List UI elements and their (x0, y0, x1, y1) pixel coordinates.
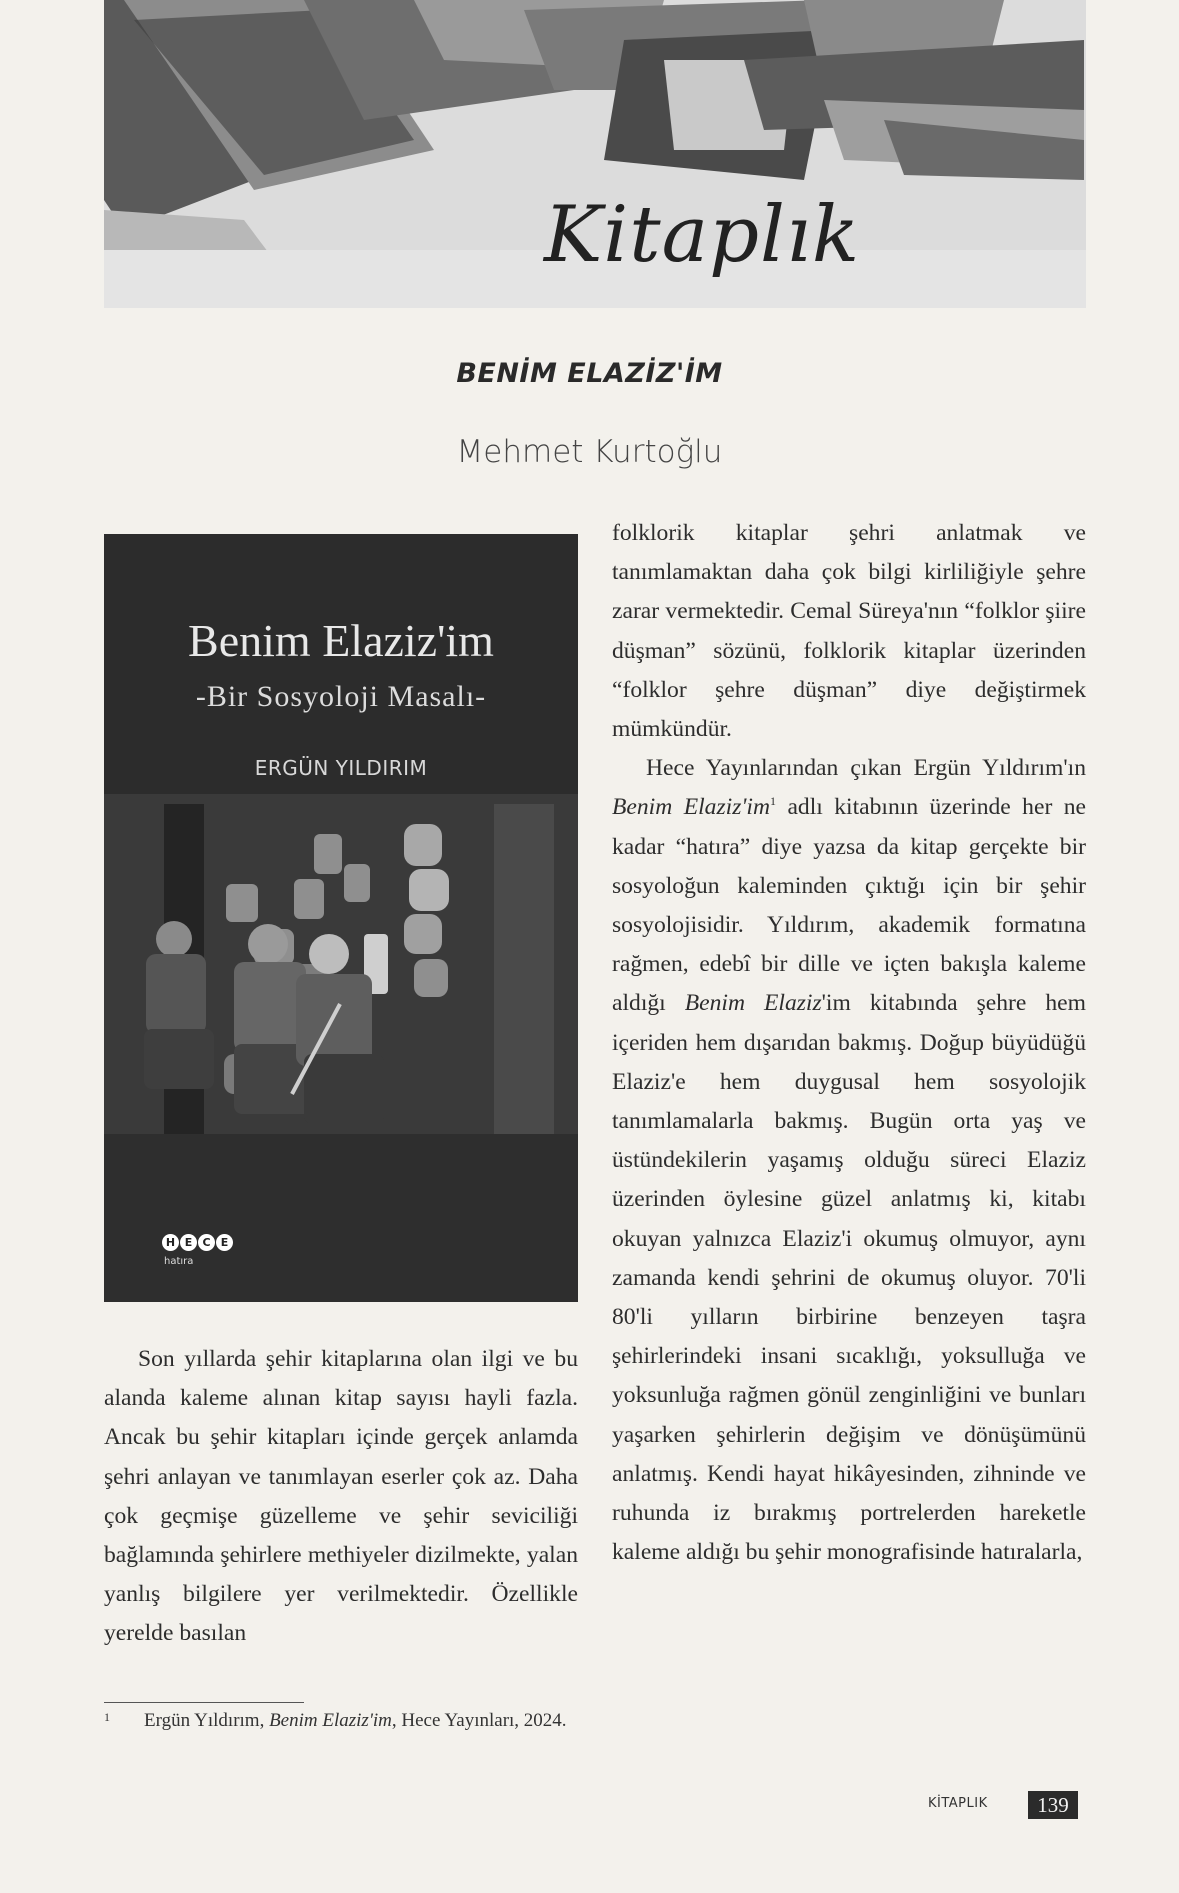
header-banner (104, 0, 1086, 308)
right-column (612, 514, 1086, 1572)
footnote-text: , Hece Yayınları, 2024. (391, 1710, 567, 1731)
article-title: BENİM ELAZİZ'İM (456, 358, 723, 389)
body-paragraph (612, 749, 1086, 1572)
footnote-book-title: Benim Elaziz'im (269, 1710, 392, 1731)
footnote-number: 1 (104, 1710, 110, 1724)
page-number: 139 (1028, 1791, 1078, 1819)
publisher-letter: E (216, 1234, 233, 1251)
body-paragraph: Son yıllarda şehir kitaplarına olan ilgi ve bu alanda kaleme alınan kitap sayısı hayli fazla. Ancak bu şehir kitapları içinde gerçek anlamda şehri anlayan ve tanımlayan eserler çok az. Daha çok geçmişe güzelleme ve şehir seviciliği bağlamında şehirlere methiyeler dizilmekte, yalan yanlış bilgilere yer verilmektedir. Özellikle yerelde basılan (104, 1346, 578, 1647)
footnote-reference[interactable]: 1 (770, 794, 777, 809)
cover-title: Benim Elaziz'im (188, 615, 494, 666)
article-author: Mehmet Kurtoğlu (456, 434, 723, 470)
left-column (104, 1340, 578, 1654)
book-title-italic: Benim Elaziz (684, 990, 822, 1017)
text-run: adlı kitabının üzerinde her ne kadar “hatıra” diye yazsa da kitap gerçekte bir sosyoloğun kaleminden çıktığı için bir şehir sosyolojisidir. Yıldırım, akademik formatına rağmen, edebî bir dille ve içten bakışla kaleme aldığı (612, 794, 1087, 1017)
publisher-series: hatıra (164, 1256, 194, 1267)
footnote (104, 1710, 1004, 1732)
cover-subtitle: -Bir Sosyoloji Masalı- (195, 680, 487, 713)
section-script-title: Kitaplık (544, 190, 861, 280)
publisher-logo (162, 1234, 233, 1267)
footnote-divider (104, 1702, 304, 1703)
book-cover (104, 534, 578, 1302)
footer-section-label: KİTAPLIK (928, 1796, 988, 1811)
publisher-letter: H (162, 1234, 179, 1251)
cover-author: ERGÜN YILDIRIM (254, 756, 428, 780)
publisher-letter: E (180, 1234, 197, 1251)
text-run: Hece Yayınlarından çıkan Ergün Yıldırım'ın (646, 755, 1086, 782)
book-title-italic: Benim Elaziz'im (612, 794, 771, 821)
text-run: 'im kitabında şehre hem içeriden hem dışarıdan bakmış. Doğup büyüdüğü Elaziz'e hem duygusal hem sosyolojik tanımlamalarla bakmış. Bugün orta yaş ve üstündekilerin yaşamış olduğu süreci Elaziz üzerinden öylesine güzel anlatmış ki, kitabı okuyan yalnızca Elaziz'i okumuş olmuyor, aynı zamanda kendi şehrini de okumuş oluyor. 70'li 80'li yılların birbirine benzeyen taşra şehirlerindeki insani sıcaklığı, yoksulluğa ve yoksunluğa rağmen gönül zenginliğini ve bunları yaşarken şehirlerin değişim ve dönüşümünü anlatmış. Kendi hayat hikâyesinden, zihninde ve ruhunda iz bırakmış portrelerden hareketle kaleme aldığı bu şehir monografisinde hatıralarla, (612, 990, 1086, 1566)
publisher-letter: C (198, 1234, 215, 1251)
footnote-text: Ergün Yıldırım, (144, 1710, 270, 1731)
body-paragraph: folklorik kitaplar şehri anlatmak ve tanımlamaktan daha çok bilgi kirliliğiyle şehre zarar vermektedir. Cemal Süreya'nın “folklor şiire düşman” sözünü, folklorik kitaplar üzerinden “folklor şehre düşman” diye değiştirmek mümkündür. (612, 520, 1086, 743)
